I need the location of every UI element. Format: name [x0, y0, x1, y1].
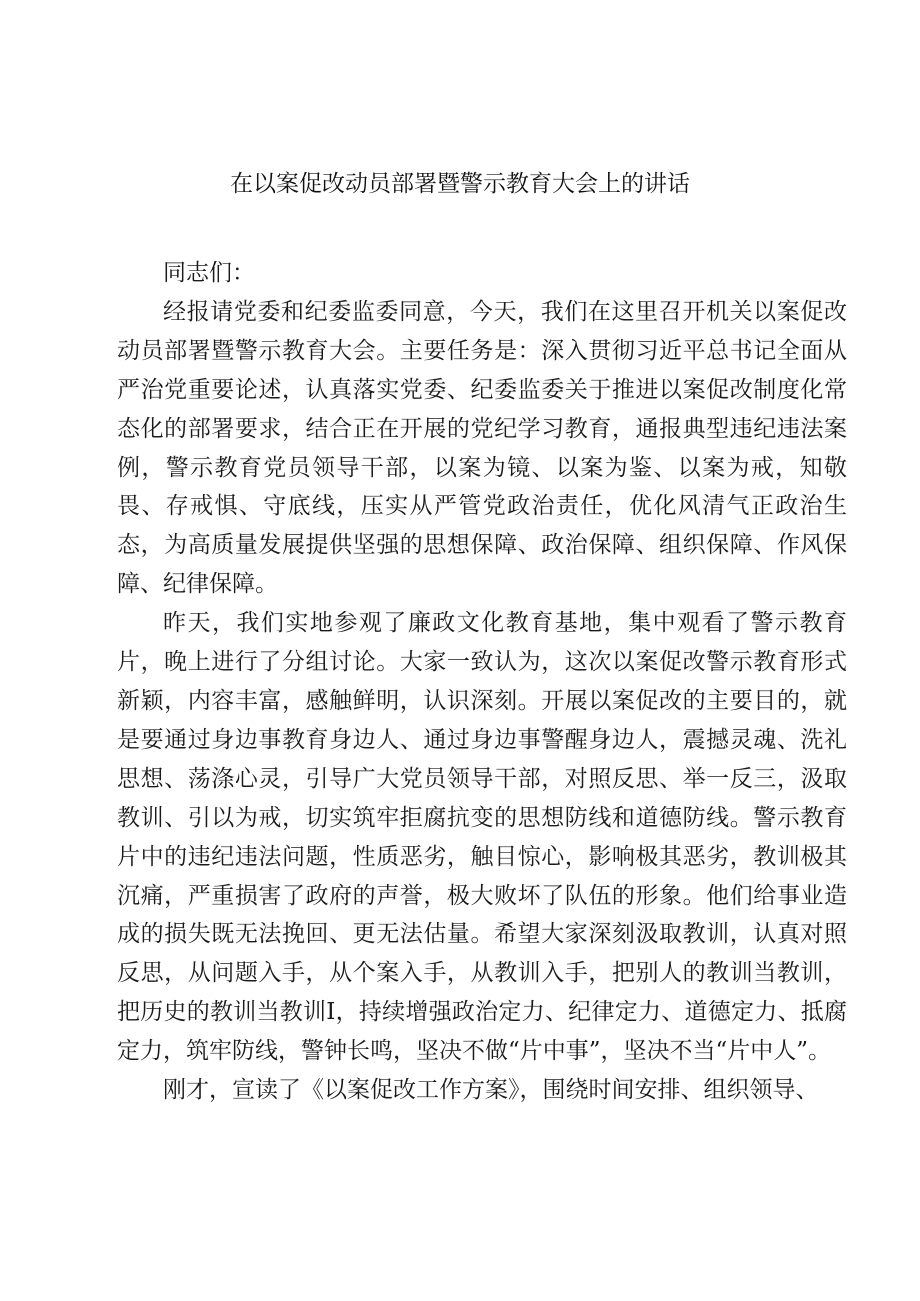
salutation: 同志们：: [163, 260, 255, 286]
paragraph-yesterday: 昨天，我们实地参观了廉政文化教育基地，集中观看了警示教育片，晚上进行了分组讨论。大家一致认为，这次以案促改警示教育形式新颖，内容丰富，感触鲜明，认识深刻。开展以案促改的主要目的，就是要通过身边事教育身边人、通过身边事警醒身边人，震撼灵魂、洗礼思想、荡涤心灵，引导广大党员领导干部，对照反思、举一反三，汲取教训、引以为戒，切实筑牢拒腐抗变的思想防线和道德防线。警示教育片中的违纪违法问题，性质恶劣，触目惊心，影响极其恶劣，教训极其沉痛，严重损害了政府的声誉，极大败坏了队伍的形象。他们给事业造成的损失既无法挽回、更无法估量。希望大家深刻汲取教训，认真对照反思，从问题入手，从个案入手，从教训入手，把别人的教训当教训，把历史的教训当教训I，持续增强政治定力、纪律定力、道德定力、抵腐定力，筑牢防线，警钟长鸣，坚决不做“片中事”，坚决不当“片中人”。: [117, 610, 847, 1065]
document-body: [117, 254, 847, 1110]
paragraph-intro: 经报请党委和纪委监委同意，今天，我们在这里召开机关以案促改动员部署暨警示教育大会。主要任务是：深入贯彻习近平总书记全面从严治党重要论述，认真落实党委、纪委监委关于推进以案促改制度化常态化的部署要求，结合正在开展的党纪学习教育，通报典型违纪违法案例，警示教育党员领导干部，以案为镜、以案为鉴、以案为戒，知敬畏、存戒惧、守底线，压实从严管党政治责任，优化风清气正政治生态，为高质量发展提供坚强的思想保障、政治保障、组织保障、作风保障、纪律保障。: [117, 298, 847, 598]
paragraph-just-now: 刚才，宣读了《以案促改工作方案》，围绕时间安排、组织领导、: [163, 1077, 819, 1104]
document-title: 在以案促改动员部署暨警示教育大会上的讲话: [230, 171, 690, 197]
